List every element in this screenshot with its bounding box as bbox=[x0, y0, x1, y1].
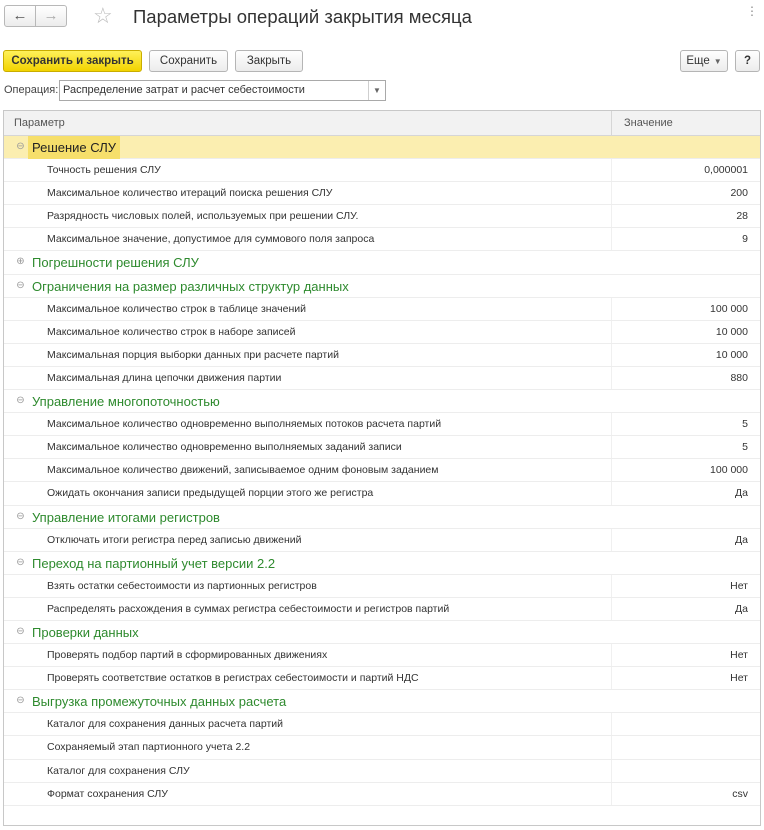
table-header bbox=[4, 111, 760, 136]
parameter-value[interactable]: 100 000 bbox=[710, 464, 748, 477]
parameter-name: Формат сохранения СЛУ bbox=[47, 787, 168, 800]
operation-select[interactable] bbox=[59, 80, 386, 101]
column-divider bbox=[611, 760, 612, 782]
collapse-icon[interactable]: ⊖ bbox=[16, 395, 25, 407]
column-divider bbox=[611, 321, 612, 343]
column-divider bbox=[611, 783, 612, 805]
column-divider bbox=[611, 736, 612, 758]
parameter-row[interactable] bbox=[4, 228, 760, 251]
parameter-row[interactable] bbox=[4, 529, 760, 552]
group-label: Погрешности решения СЛУ bbox=[32, 255, 199, 271]
parameter-row[interactable] bbox=[4, 205, 760, 228]
window-menu-icon[interactable]: ⋮ bbox=[746, 4, 758, 18]
column-divider bbox=[611, 205, 612, 227]
column-divider bbox=[611, 228, 612, 250]
parameter-value[interactable]: Да bbox=[735, 533, 748, 546]
column-divider bbox=[611, 344, 612, 366]
parameter-name: Сохраняемый этап партионного учета 2.2 bbox=[47, 741, 251, 754]
more-menu-button[interactable] bbox=[680, 50, 728, 72]
parameter-row[interactable] bbox=[4, 713, 760, 736]
parameter-name: Каталог для сохранения данных расчета партий bbox=[47, 718, 284, 731]
operation-label: Операция: bbox=[4, 84, 59, 96]
column-divider bbox=[611, 159, 612, 181]
parameter-name: Каталог для сохранения СЛУ bbox=[47, 764, 190, 777]
parameter-value[interactable]: Да bbox=[735, 487, 748, 500]
parameter-row[interactable] bbox=[4, 321, 760, 344]
collapse-icon[interactable]: ⊖ bbox=[16, 556, 25, 568]
dropdown-arrow-icon[interactable]: ▼ bbox=[368, 81, 385, 100]
parameter-value[interactable]: 200 bbox=[730, 187, 748, 200]
parameter-value[interactable]: 5 bbox=[742, 441, 748, 454]
parameter-name: Ожидать окончания записи предыдущей порции этого же регистра bbox=[47, 487, 374, 500]
column-header-value[interactable]: Значение bbox=[624, 117, 673, 129]
collapse-icon[interactable]: ⊖ bbox=[16, 279, 25, 291]
parameter-row[interactable] bbox=[4, 667, 760, 690]
collapse-icon[interactable]: ⊖ bbox=[16, 510, 25, 522]
column-divider bbox=[611, 667, 612, 689]
group-label: Переход на партионный учет версии 2.2 bbox=[32, 555, 276, 571]
parameter-value[interactable]: 0,000001 bbox=[704, 164, 748, 177]
parameter-name: Максимальное количество строк в наборе записей bbox=[47, 325, 296, 338]
parameter-value[interactable]: Да bbox=[735, 602, 748, 615]
collapse-icon[interactable]: ⊖ bbox=[16, 141, 25, 152]
parameter-row[interactable] bbox=[4, 783, 760, 806]
parameter-name: Распределять расхождения в суммах регистра себестоимости и регистров партий bbox=[47, 602, 450, 615]
parameter-row[interactable] bbox=[4, 159, 760, 182]
column-divider bbox=[611, 529, 612, 551]
column-divider bbox=[611, 367, 612, 389]
parameter-row[interactable] bbox=[4, 298, 760, 321]
forward-arrow-icon[interactable]: → bbox=[35, 5, 67, 27]
column-divider bbox=[611, 182, 612, 204]
column-divider bbox=[611, 482, 612, 504]
command-bar bbox=[0, 50, 764, 74]
parameter-value[interactable]: 9 bbox=[742, 233, 748, 246]
parameter-name: Взять остатки себестоимости из партионных регистров bbox=[47, 579, 317, 592]
group-row[interactable] bbox=[4, 506, 760, 529]
collapse-icon[interactable]: ⊖ bbox=[16, 695, 25, 707]
parameter-name: Точность решения СЛУ bbox=[47, 164, 161, 177]
table-body bbox=[4, 136, 760, 806]
group-label: Проверки данных bbox=[32, 624, 139, 640]
parameter-name: Максимальная порция выборки данных при расчете партий bbox=[47, 348, 339, 361]
column-divider bbox=[611, 598, 612, 620]
parameter-name: Максимальное количество движений, записываемое одним фоновым заданием bbox=[47, 464, 439, 477]
parameters-table bbox=[3, 110, 761, 826]
column-divider bbox=[611, 713, 612, 735]
save-button[interactable]: Сохранить bbox=[149, 50, 228, 72]
parameter-row[interactable] bbox=[4, 367, 760, 390]
parameter-row[interactable] bbox=[4, 182, 760, 205]
group-label: Выгрузка промежуточных данных расчета bbox=[32, 694, 287, 710]
column-divider bbox=[611, 459, 612, 481]
parameter-row[interactable] bbox=[4, 598, 760, 621]
column-divider bbox=[611, 575, 612, 597]
operation-row bbox=[0, 80, 764, 102]
back-arrow-icon[interactable]: ← bbox=[4, 5, 36, 27]
group-label: Управление многопоточностью bbox=[32, 394, 220, 410]
group-row[interactable] bbox=[4, 690, 760, 713]
parameter-name: Разрядность числовых полей, используемых при решении СЛУ. bbox=[47, 210, 359, 223]
parameter-name: Максимальное значение, допустимое для суммового поля запроса bbox=[47, 233, 375, 246]
parameter-value[interactable]: 5 bbox=[742, 418, 748, 431]
group-row[interactable] bbox=[4, 136, 760, 159]
parameter-row[interactable] bbox=[4, 482, 760, 505]
parameter-value[interactable]: Нет bbox=[730, 579, 748, 592]
parameter-value[interactable]: Нет bbox=[730, 649, 748, 662]
save-and-close-button[interactable]: Сохранить и закрыть bbox=[3, 50, 142, 72]
parameter-row[interactable] bbox=[4, 344, 760, 367]
parameter-value[interactable]: 100 000 bbox=[710, 302, 748, 315]
parameter-row[interactable] bbox=[4, 459, 760, 482]
column-divider bbox=[611, 413, 612, 435]
parameter-value[interactable]: 10 000 bbox=[715, 325, 748, 338]
group-row[interactable] bbox=[4, 275, 760, 298]
group-row[interactable] bbox=[4, 552, 760, 575]
group-label: Ограничения на размер различных структур данных bbox=[32, 278, 349, 294]
parameter-row[interactable] bbox=[4, 736, 760, 759]
column-divider bbox=[611, 436, 612, 458]
chevron-down-icon: ▼ bbox=[713, 57, 722, 66]
title-bar bbox=[0, 0, 764, 40]
parameter-name: Максимальное количество одновременно выполняемых потоков расчета партий bbox=[47, 418, 442, 431]
parameter-value[interactable]: csv bbox=[732, 787, 748, 800]
parameter-value[interactable]: 10 000 bbox=[715, 348, 748, 361]
parameter-value[interactable]: Нет bbox=[730, 672, 748, 685]
parameter-row[interactable] bbox=[4, 575, 760, 598]
parameter-name: Максимальная длина цепочки движения партии bbox=[47, 371, 282, 384]
column-header-parameter[interactable]: Параметр bbox=[14, 117, 65, 129]
parameter-name: Проверять соответствие остатков в регистрах себестоимости и партий НДС bbox=[47, 672, 419, 685]
close-button[interactable]: Закрыть bbox=[235, 50, 303, 72]
group-row[interactable] bbox=[4, 251, 760, 274]
page-title: Параметры операций закрытия месяца bbox=[133, 6, 472, 27]
column-divider bbox=[611, 644, 612, 666]
parameter-name: Отключать итоги регистра перед записью движений bbox=[47, 533, 302, 546]
operation-value: Распределение затрат и расчет себестоимости bbox=[63, 84, 305, 96]
group-label: Решение СЛУ bbox=[28, 136, 120, 159]
parameter-value[interactable]: 880 bbox=[730, 371, 748, 384]
group-row[interactable] bbox=[4, 621, 760, 644]
more-menu-label: Еще bbox=[686, 55, 710, 67]
favorite-star-icon[interactable]: ☆ bbox=[93, 3, 113, 28]
parameter-row[interactable] bbox=[4, 436, 760, 459]
parameter-name: Проверять подбор партий в сформированных движениях bbox=[47, 649, 328, 662]
parameter-row[interactable] bbox=[4, 413, 760, 436]
parameter-name: Максимальное количество одновременно выполняемых заданий записи bbox=[47, 441, 402, 454]
column-divider bbox=[611, 298, 612, 320]
parameter-name: Максимальное количество строк в таблице значений bbox=[47, 302, 307, 315]
parameter-value[interactable]: 28 bbox=[736, 210, 748, 223]
group-label: Управление итогами регистров bbox=[32, 509, 220, 525]
parameter-row[interactable] bbox=[4, 644, 760, 667]
help-button[interactable]: ? bbox=[735, 50, 760, 72]
expand-icon[interactable]: ⊕ bbox=[16, 256, 25, 268]
parameter-name: Максимальное количество итераций поиска решения СЛУ bbox=[47, 187, 333, 200]
group-row[interactable] bbox=[4, 390, 760, 413]
collapse-icon[interactable]: ⊖ bbox=[16, 625, 25, 637]
parameter-row[interactable] bbox=[4, 760, 760, 783]
column-divider[interactable] bbox=[611, 111, 612, 135]
